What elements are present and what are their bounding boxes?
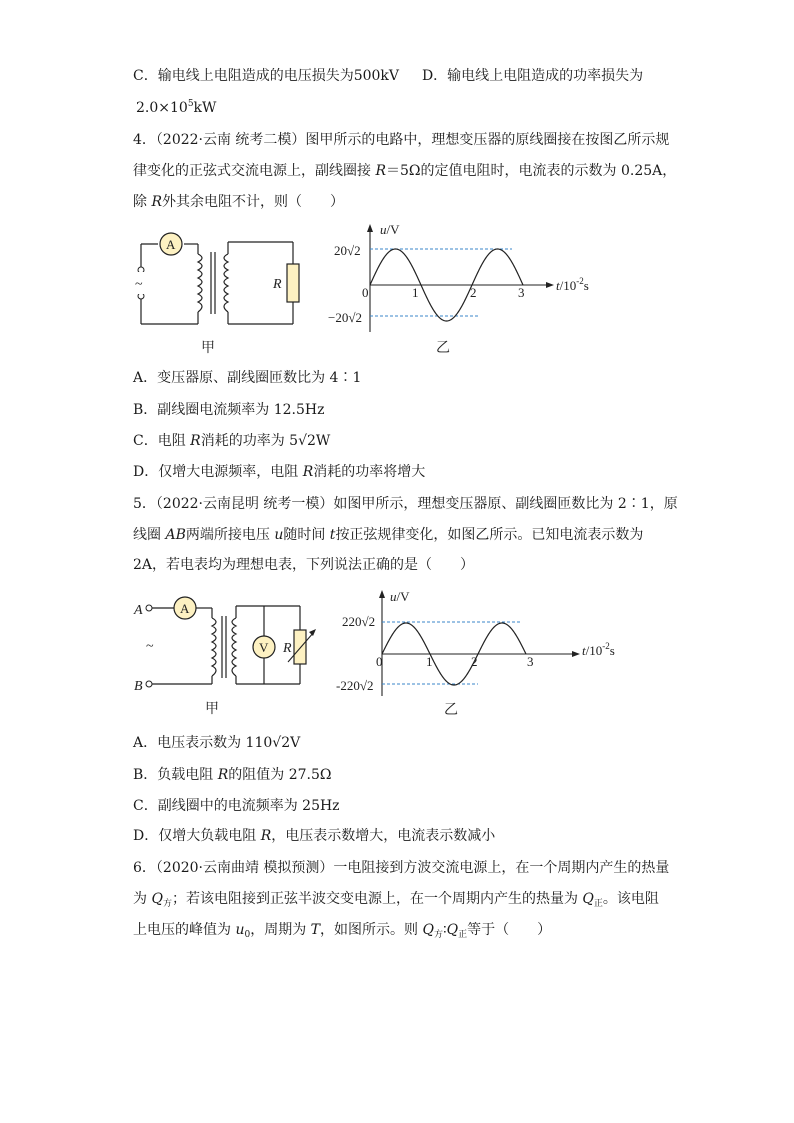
q3-option-d-value: $2.0\times 10^5kW$ xyxy=(136,99,217,116)
x-tick-3: 3 xyxy=(527,654,534,669)
x-tick-3: 3 xyxy=(518,285,525,300)
ac-source-icon: ~ xyxy=(146,639,154,654)
terminal-b-label: B xyxy=(134,679,143,694)
voltmeter-label: V xyxy=(259,640,269,655)
axes xyxy=(379,590,580,696)
x-axis-label: $t/10^{-2}s$ xyxy=(582,641,615,658)
x-tick-1: 1 xyxy=(426,654,433,669)
figure-label-yi: 乙 xyxy=(436,341,450,356)
q5-stem-line-2: 线圈 AB两端所接电压 u随时间 t按正弦规律变化，如图乙所示。已知电流表示数为 xyxy=(133,527,644,543)
q4-option-d: D．仅增大电源频率，电阻 R消耗的功率将增大 xyxy=(133,464,426,480)
q6-stem-line-2: 为 $Q_方$；若该电阻接到正弦半波交变电源上，在一个周期内产生的热量为 $Q_正$。该电阻 xyxy=(133,891,659,909)
y-axis-label: u/V xyxy=(380,222,400,237)
ammeter-label: A xyxy=(166,237,176,252)
figure-label-jia: 甲 xyxy=(201,341,215,356)
x-axis-label: $t/10^{-2}s$ xyxy=(556,276,589,293)
y-max-label: 220√2 xyxy=(342,614,376,629)
y-max-label: 20√2 xyxy=(334,243,361,258)
q6-stem-line-3: 上电压的峰值为 $u_0$，周期为 T，如图所示。则 $Q_方∶Q_正$等于（ ） xyxy=(133,922,552,940)
q3-option-c: C．输电线上电阻造成的电压损失为500kV xyxy=(133,68,400,84)
terminal-a-icon xyxy=(146,605,152,611)
y-min-label: -220√2 xyxy=(336,678,374,693)
terminal-b-icon xyxy=(146,681,152,687)
q3-option-d: D．输电线上电阻造成的功率损失为 xyxy=(421,68,644,84)
q4-stem-line-1: 4．（2022·云南 统考二模）图甲所示的电路中，理想变压器的原线圈接在按图乙所示规 xyxy=(133,132,670,148)
ac-source-icon: ~ xyxy=(135,277,143,292)
origin-label: 0 xyxy=(362,285,369,300)
q5-stem-line-3: 2A，若电表均为理想电表，下列说法正确的是（ ） xyxy=(133,557,475,573)
q4-circuit-diagram xyxy=(128,224,318,364)
q5-stem-line-1: 5．（2022·云南昆明 统考一模）如图甲所示，理想变压器原、副线圈匝数比为 2∶1，原 xyxy=(133,496,678,512)
q5-option-b: B．负载电阻 R的阻值为 27.5Ω xyxy=(133,767,332,783)
q4-waveform-chart xyxy=(326,220,626,360)
ammeter-label: A xyxy=(180,601,190,616)
q5-option-d: D．仅增大负载电阻 R，电压表示数增大，电流表示数减小 xyxy=(133,828,496,844)
y-axis-label: u/V xyxy=(390,589,410,604)
origin-label: 0 xyxy=(376,654,383,669)
resistor-icon xyxy=(287,264,299,302)
q4-option-a: A．变压器原、副线圈匝数比为 4∶1 xyxy=(133,370,362,386)
q4-stem-line-2: 律变化的正弦式交流电源上，副线圈接 R＝5Ω的定值电阻时，电流表的示数为 0.25A， xyxy=(133,163,677,179)
terminal-a-label: A xyxy=(134,603,143,618)
q5-waveform-chart xyxy=(330,584,630,724)
x-tick-1: 1 xyxy=(412,285,419,300)
q4-option-c: C．电阻 R消耗的功率为 5√2W xyxy=(133,433,331,449)
q3-option-c-d xyxy=(133,66,643,86)
x-tick-2: 2 xyxy=(471,654,478,669)
resistor-label: R xyxy=(273,277,282,292)
figure-label-yi: 乙 xyxy=(444,703,458,718)
x-tick-2: 2 xyxy=(470,285,477,300)
resistor-label: R xyxy=(283,641,292,656)
variable-resistor-icon xyxy=(294,630,306,664)
q4-stem-line-3: 除 R外其余电阻不计，则（ ） xyxy=(133,194,344,210)
q4-option-b: B．副线圈电流频率为 12.5Hz xyxy=(133,402,325,418)
q6-stem-line-1: 6．（2020·云南曲靖 模拟预测）一电阻接到方波交流电源上，在一个周期内产生的热量 xyxy=(133,860,670,876)
q5-option-c: C．副线圈中的电流频率为 25Hz xyxy=(133,798,340,814)
y-min-label: −20√2 xyxy=(328,310,362,325)
q5-option-a: A．电压表示数为 110√2V xyxy=(133,735,301,751)
q5-circuit-diagram xyxy=(128,592,328,722)
figure-label-jia: 甲 xyxy=(205,702,219,717)
